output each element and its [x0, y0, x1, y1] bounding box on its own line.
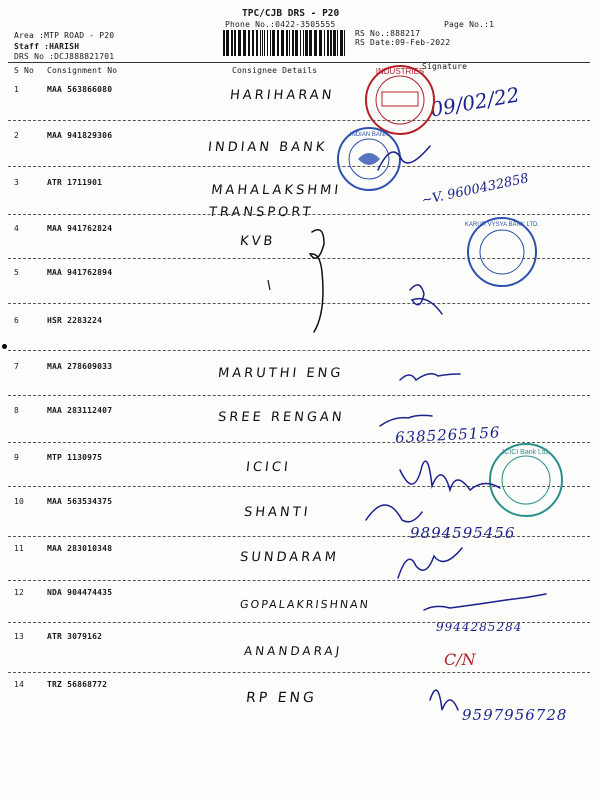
row-consignee: MARUTHI ENG [217, 366, 345, 381]
row-sno: 2 [14, 131, 20, 140]
row-consignee: GOPALAKRISHNAN [239, 598, 371, 611]
row-signature: 9944285284 [436, 620, 523, 634]
row-sno: 10 [14, 497, 25, 506]
stamp-text: INDIAN BANK [349, 132, 389, 138]
row-consignee: RP ENG [245, 690, 318, 706]
row-consignee: SUNDARAM [239, 550, 340, 565]
row-consignment: MTP 1130975 [47, 453, 103, 462]
row-sno: 4 [14, 224, 20, 233]
row-consignment: MAA 278609033 [47, 362, 113, 371]
rs-number: RS No.:888217 [355, 29, 421, 38]
phone-number: Phone No.:0422-3505555 [225, 20, 336, 29]
row-sno: 3 [14, 178, 20, 187]
page-number: Page No.:1 [444, 20, 495, 29]
column-header-sno: S No [14, 66, 35, 75]
row-sno: 11 [14, 544, 25, 553]
row-sno: 1 [14, 85, 20, 94]
row-consignee: SREE RENGAN [217, 410, 346, 425]
row-signature: 9894595456 [410, 524, 516, 542]
row-consignment: MAA 283112407 [47, 406, 113, 415]
row-consignment: NDA 904474435 [47, 588, 113, 597]
row-consignment: ATR 3079162 [47, 632, 103, 641]
staff-label: Staff :HARISH [14, 42, 80, 51]
row-consignment: ATR 1711901 [47, 178, 103, 187]
column-header-consignment: Consignment No [47, 66, 118, 75]
row-sno: 9 [14, 453, 20, 462]
column-header-consignee: Consignee Details [232, 66, 318, 75]
punch-mark [2, 344, 7, 349]
row-consignment: TRZ 56868772 [47, 680, 108, 689]
row-consignee: SHANTI [243, 505, 312, 520]
row-consignment: MAA 283010348 [47, 544, 113, 553]
row-sno: 5 [14, 268, 20, 277]
row-signature: ~V. 9600432858 [420, 171, 531, 209]
row-consignment: MAA 941829306 [47, 131, 113, 140]
row-sno: 13 [14, 632, 25, 641]
row-consignee: ANANDARAJ [243, 644, 343, 658]
row-consignee: ICICI [245, 460, 292, 475]
report-title: TPC/CJB DRS - P20 [242, 8, 340, 19]
row-sno: 6 [14, 316, 20, 325]
row-sno: 7 [14, 362, 20, 371]
row-consignment: MAA 563866080 [47, 85, 113, 94]
stamp-text: KARUR VYSYA BANK LTD. [464, 222, 540, 228]
row-sno: 12 [14, 588, 25, 597]
row-signature: 09/02/22 [428, 82, 522, 122]
rs-date: RS Date:09-Feb-2022 [355, 38, 451, 47]
row-signature: C/N [444, 650, 476, 669]
row-sno: 14 [14, 680, 25, 689]
row-consignee: INDIAN BANK [207, 140, 329, 155]
row-consignee: HARIHARAN [229, 88, 336, 103]
row-consignment: MAA 563534375 [47, 497, 113, 506]
column-header-signature: Signature [422, 62, 468, 71]
row-signature: 9597956728 [462, 706, 568, 724]
row-consignment: MAA 941762824 [47, 224, 113, 233]
row-consignment: HSR 2283224 [47, 316, 103, 325]
row-consignee: MAHALAKSHMI TRANSPORT [208, 183, 342, 220]
row-signature: 6385265156 [394, 423, 501, 447]
row-consignee: KVB [239, 234, 277, 249]
area-label: Area :MTP ROAD - P20 [14, 31, 115, 40]
drs-number: DRS No :DCJ888821701 [14, 52, 115, 61]
row-consignment: MAA 941762894 [47, 268, 113, 277]
row-sno: 8 [14, 406, 20, 415]
stamp-text: ICICI Bank Ltd. [502, 449, 550, 456]
stamp-text: INDUSTRIES [375, 67, 425, 76]
